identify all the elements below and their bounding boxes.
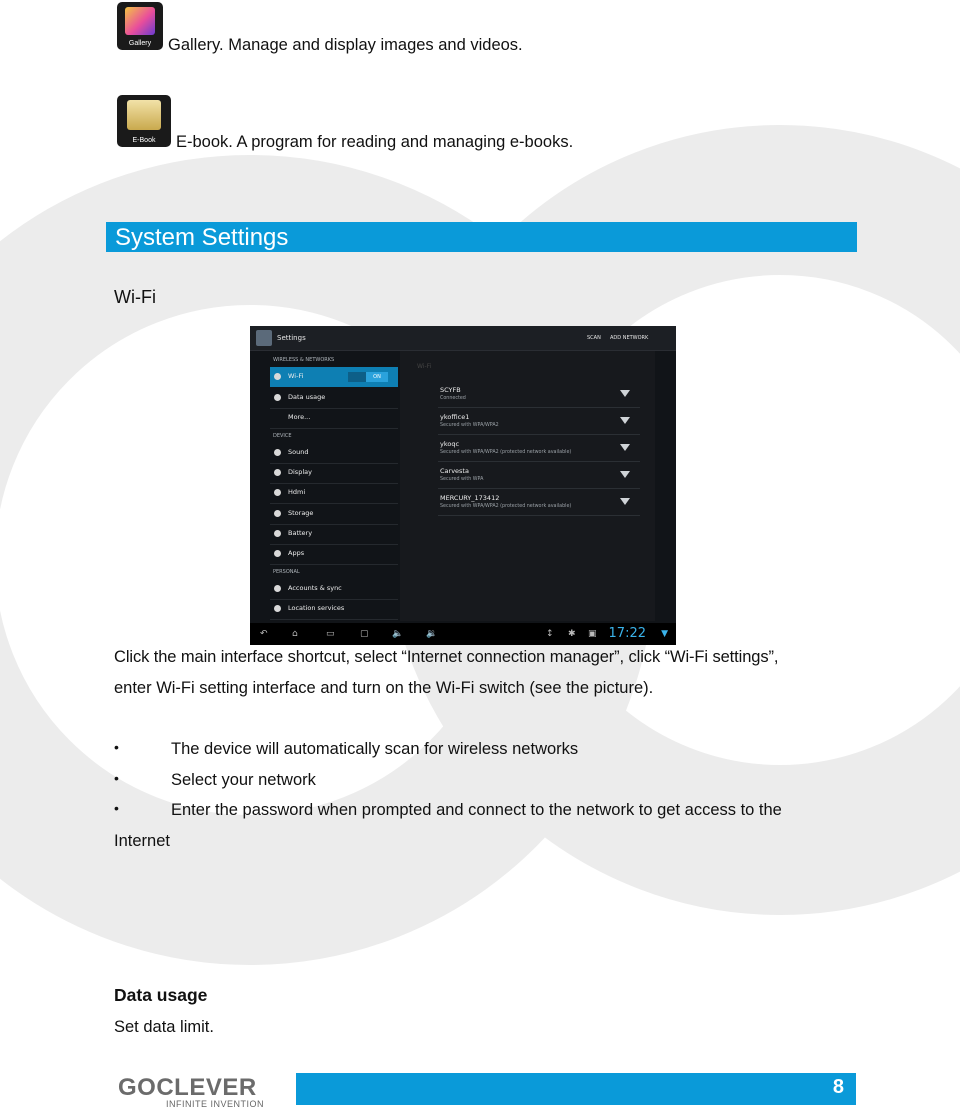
wifi-icon [274,373,281,380]
bullet-marker: • [114,739,119,755]
header-device: DEVICE [273,433,292,439]
bullet-3-continuation: Internet [114,832,170,850]
bullet-marker: • [114,770,119,786]
android-icon: ✱ [568,629,576,639]
section-header [106,222,857,252]
storage-icon [274,510,281,517]
notification-icon: ▣ [588,629,597,639]
display-icon [274,469,281,476]
sound-icon [274,449,281,456]
recent-apps-icon[interactable]: ▭ [326,629,335,639]
bullet-3: Enter the password when prompted and connect to the network to get access to the [171,801,782,819]
sync-icon [274,585,281,592]
wifi-toggle[interactable]: ON [348,372,388,382]
wifi-signal-icon [620,498,630,505]
usb-icon: ↕ [546,629,554,639]
instruction-line-2: enter Wi-Fi setting interface and turn on the Wi-Fi switch (see the picture). [114,679,654,697]
settings-topbar [250,326,676,351]
home-icon[interactable]: ⌂ [292,629,298,639]
wifi-signal-icon [620,444,630,451]
network-item[interactable]: ykoffice1 Secured with WPA/WPA2 [438,408,640,435]
menu-item-sound[interactable]: Sound [270,443,398,464]
settings-screenshot [250,326,676,645]
brand-tagline: INFINITE INVENTION [166,1099,265,1109]
brand-name: GOCLEVER [118,1074,257,1101]
menu-item-data-usage[interactable]: Data usage [270,388,398,409]
volume-down-icon[interactable]: 🔈 [392,629,404,639]
pane-title: Wi-Fi [417,363,432,370]
screenshot-icon[interactable]: ▢ [360,629,369,639]
settings-title: Settings [277,334,306,342]
data-usage-heading: Data usage [114,985,208,1005]
network-item[interactable]: SCYFB Connected [438,381,640,408]
ebook-icon: E-Book [117,95,171,147]
menu-item-accounts[interactable]: Accounts & sync [270,579,398,600]
bullet-marker: • [114,800,119,816]
menu-item-wifi[interactable]: Wi-Fi ON [270,367,398,387]
system-navbar [250,623,676,645]
bullet-1: The device will automatically scan for wireless networks [171,740,579,758]
menu-item-hdmi[interactable]: Hdmi [270,483,398,504]
scan-button[interactable]: SCAN [587,335,601,341]
battery-icon [274,530,281,537]
wifi-pane [400,351,655,621]
apps-icon [274,550,281,557]
back-icon[interactable]: ↶ [260,629,268,639]
settings-app-icon [256,330,272,346]
menu-item-more[interactable]: More... [270,408,398,429]
gallery-description: Gallery. Manage and display images and videos. [168,36,523,54]
ebook-description: E-book. A program for reading and managing e-books. [176,133,574,151]
network-item[interactable]: MERCURY_173412 Secured with WPA/WPA2 (protected network available) [438,489,640,516]
add-network-button[interactable]: ADD NETWORK [610,335,649,341]
footer-bar [296,1073,856,1105]
instruction-line-1: Click the main interface shortcut, select “Internet connection manager”, click “Wi-Fi settings”, [114,648,779,666]
wifi-signal-icon [620,417,630,424]
bullet-2: Select your network [171,771,316,789]
hdmi-icon [274,489,281,496]
menu-item-display[interactable]: Display [270,463,398,484]
location-icon [274,605,281,612]
menu-item-apps[interactable]: Apps [270,544,398,565]
gallery-icon: Gallery [117,2,163,50]
page-number: 8 [832,1076,844,1098]
wifi-signal-icon [620,390,630,397]
data-usage-icon [274,394,281,401]
menu-item-battery[interactable]: Battery [270,524,398,545]
network-item[interactable]: Carvesta Secured with WPA [438,462,640,489]
network-item[interactable]: ykoqc Secured with WPA/WPA2 (protected network available) [438,435,640,462]
section-title: System Settings [115,224,289,251]
status-clock: 17:22 [608,626,646,641]
goclever-logo [118,1074,264,1109]
subsection-title: Wi-Fi [114,287,156,307]
wifi-status-icon: ▼ [661,629,668,639]
settings-menu [250,351,398,621]
header-personal: PERSONAL [273,569,300,575]
wifi-signal-icon [620,471,630,478]
header-wireless: WIRELESS & NETWORKS [273,357,335,363]
menu-item-location[interactable]: Location services [270,599,398,620]
data-usage-text: Set data limit. [114,1018,214,1036]
menu-item-storage[interactable]: Storage [270,504,398,525]
volume-up-icon[interactable]: 🔉 [426,629,438,639]
